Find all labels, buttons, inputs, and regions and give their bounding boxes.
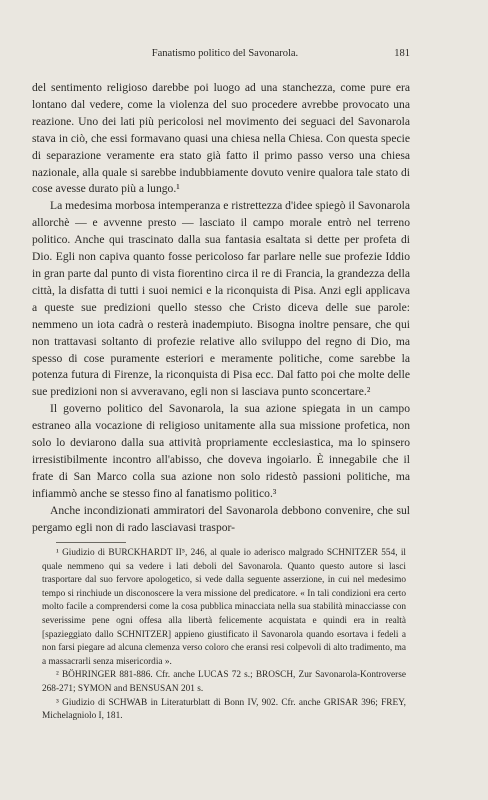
- running-title: Fanatismo politico del Savonarola.: [151, 48, 299, 59]
- paragraph-3: Il governo politico del Savonarola, la sua azione spiegata in un campo estraneo alla vocazione di religioso unitamente alla sua missione profetica, non solo lo deviarono dalla sua attività propriamente ecclesiastica, ma lo spinsero irresistibilmente incontro all'abisso, che doveva ingoiarlo. È innegabile che il frate di San Marco colla sua azione non solo ridestò passioni politiche, ma infiammò anche se stesso fino al fanatismo politico.³: [32, 402, 410, 500]
- footnote-2: ² BÖHRINGER 881-886. Cfr. anche LUCAS 72 s.; BROSCH, Zur Savonarola-Kontroverse 268-271; SYMON and BENSUSAN 201 s.: [42, 670, 406, 694]
- footnotes: [42, 547, 406, 724]
- footnote-1: ¹ Giudizio di BURCKHARDT II⁵, 246, al quale io aderisco malgrado SCHNITZER 554, il quale nemmeno qui sa vedere i lati deboli del Savonarola. Quanto questo autore si lasci trasportare dal suo fervore apologetico, si vede dalla seguente asserzione, in cui nel medesimo tempo si rinchiude un disconoscere la vera missione del predicatore. « In tali condizioni era certo molto facile a comprendersi come la cosa pubblica minacciata nella sua stabilità minacciasse con severissime pene ogni offesa alla libertà felicemente acquistata e quindi era in realtà [spazieggiato dallo SCHNITZER] appieno giustificato il Savonarola quando esortava i fedeli a non farsi piegare ad alcuna clemenza verso coloro che eransi resi colpevoli di alto tradimento, ma a massacrarli senza misericordia ».: [42, 548, 406, 667]
- paragraph-1: del sentimento religioso darebbe poi luogo ad una stanchezza, come pure era lontano dal vedere, come la violenza del suo procedere avrebbe provocato una reazione. Uno dei lati più pericolosi nel movimento dei seguaci del Savonarola stava in ciò, che essi formavano quasi una chiesa nella Chiesa. Con questa specie di separazione veramente era stato già fatto il primo passo verso una chiesa nazionale, alla quale si sarebbe indubbiamente dovuto venire qualora tale stato di cose avesse durato più a lungo.¹: [32, 81, 410, 196]
- paragraph-2: La medesima morbosa intemperanza e ristrettezza d'idee spiegò il Savonarola allorchè — e avvenne presto — lasciato il campo morale entrò nel terreno politico. Anche qui trascinato dalla sua fantasia esaltata si dette per profeta di Dio. Egli non capiva quanto fosse pericoloso far parlare nelle sue profezie Iddio in gran parte dal punto di vista fiorentino circa il re di Francia, la grandezza della città, la disfatta di tutti i suoi nemici e la riconquista di Pisa. Anzi egli applicava a queste sue predizioni quello stesso che Cristo diceva delle sue parole: nemmeno un iota cadrà o resterà inadempiuto. Bisogna inoltre pensare, che qui non trattavasi soltanto di profezie relative allo sviluppo del regno di Dio, ma spesso di cose puramente esteriori e meramente politiche, come sarebbe la potenza futura di Firenze, la riconquista di Pisa ecc. Dal fatto poi che molte delle sue predizioni non si avveravano, egli non si lasciava punto sconcertare.²: [32, 199, 410, 399]
- page-number: 181: [394, 48, 410, 59]
- footnote-rule: [56, 542, 126, 543]
- main-text: [32, 80, 410, 536]
- paragraph-4: Anche incondizionati ammiratori del Savonarola debbono convenire, che sul pergamo egli non di rado lasciavasi traspor-: [32, 503, 410, 534]
- running-header: [40, 48, 410, 62]
- footnote-3: ³ Giudizio di SCHWAB in Literaturblatt di Bonn IV, 902. Cfr. anche GRISAR 396; FREY, Michelagniolo I, 181.: [42, 697, 406, 722]
